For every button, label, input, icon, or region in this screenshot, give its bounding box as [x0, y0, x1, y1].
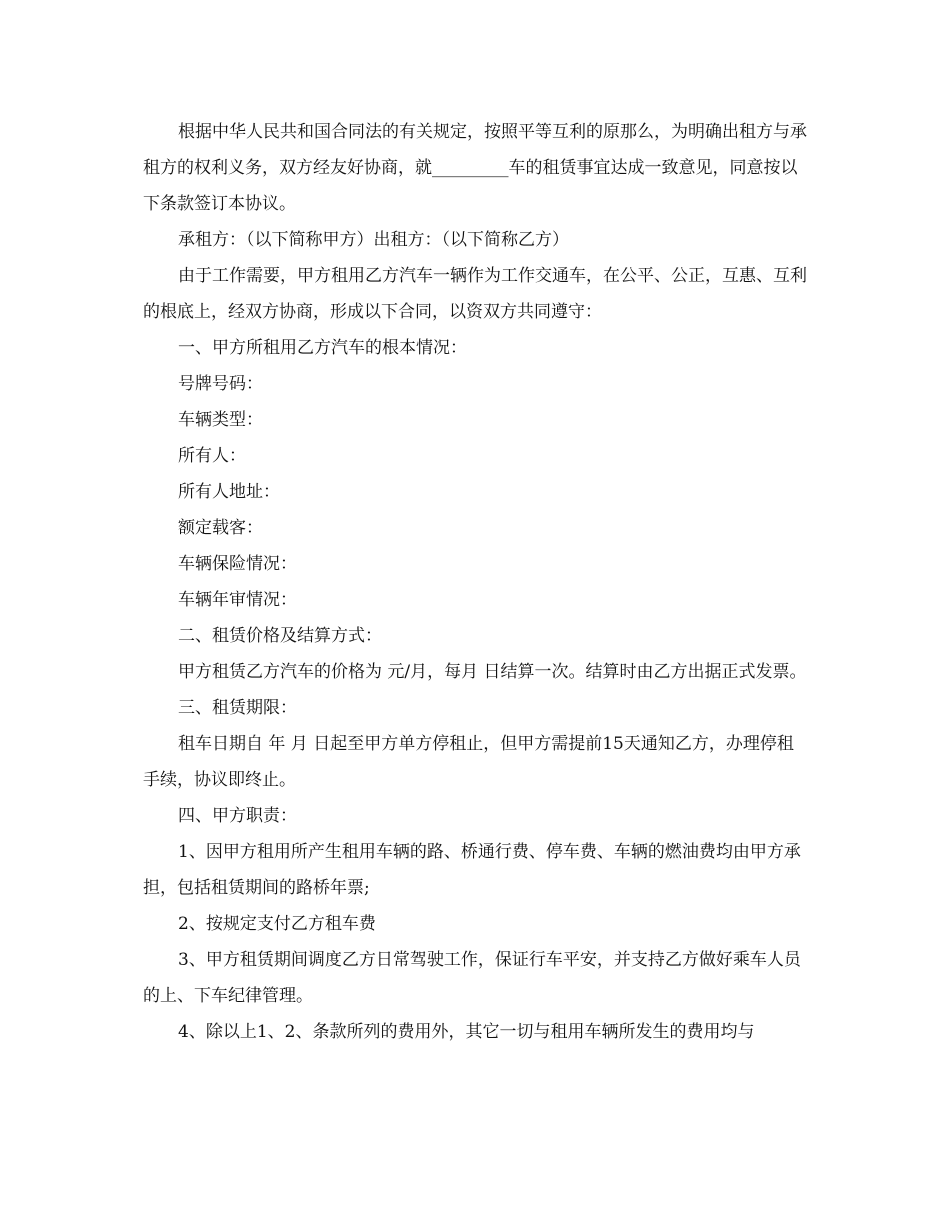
- section-heading-party-a-duties: 四、甲方职责：: [178, 806, 297, 826]
- paragraph-parties: 承租方：（以下简称甲方）出租方：（以下简称乙方）: [178, 230, 569, 250]
- field-annual-inspection: 车辆年审情况：: [178, 590, 297, 610]
- paragraph-preamble: 根据中华人民共和国合同法的有关规定，按照平等互利的原那么，为明确出租方与承租方的权利义务，双方经友好协商，就_________车的租赁事宜达成一致意见，同意按以下条款签订本协议。: [143, 122, 807, 214]
- field-rated-passengers: 额定载客：: [178, 518, 263, 538]
- duty-item-4: 4、除以上1、2、条款所列的费用外，其它一切与租用车辆所发生的费用均与: [178, 1022, 755, 1042]
- section-heading-price: 二、租赁价格及结算方式：: [178, 626, 382, 646]
- field-owner: 所有人：: [178, 446, 246, 466]
- document-body: [143, 114, 808, 1050]
- paragraph-price: 甲方租赁乙方汽车的价格为 元/月，每月 日结算一次。结算时由乙方出据正式发票。: [178, 662, 807, 682]
- paragraph-term: 租车日期自 年 月 日起至甲方单方停租止，但甲方需提前15天通知乙方，办理停租手续，协议即终止。: [143, 734, 794, 790]
- field-insurance-status: 车辆保险情况：: [178, 554, 297, 574]
- duty-item-1: 1、因甲方租用所产生租用车辆的路、桥通行费、停车费、车辆的燃油费均由甲方承担，包括租赁期间的路桥年票;: [143, 842, 801, 898]
- field-plate-number: 号牌号码：: [178, 374, 263, 394]
- duty-item-2: 2、按规定支付乙方租车费: [178, 914, 376, 934]
- section-heading-term: 三、租赁期限：: [178, 698, 297, 718]
- paragraph-purpose: 由于工作需要，甲方租用乙方汽车一辆作为工作交通车，在公平、公正，互惠、互利的根底上，经双方协商，形成以下合同，以资双方共同遵守：: [143, 266, 807, 322]
- section-heading-vehicle-info: 一、甲方所租用乙方汽车的根本情况：: [178, 338, 467, 358]
- field-owner-address: 所有人地址：: [178, 482, 280, 502]
- duty-item-3: 3、甲方租赁期间调度乙方日常驾驶工作，保证行车平安，并支持乙方做好乘车人员的上、下车纪律管理。: [143, 950, 801, 1006]
- field-vehicle-type: 车辆类型：: [178, 410, 263, 430]
